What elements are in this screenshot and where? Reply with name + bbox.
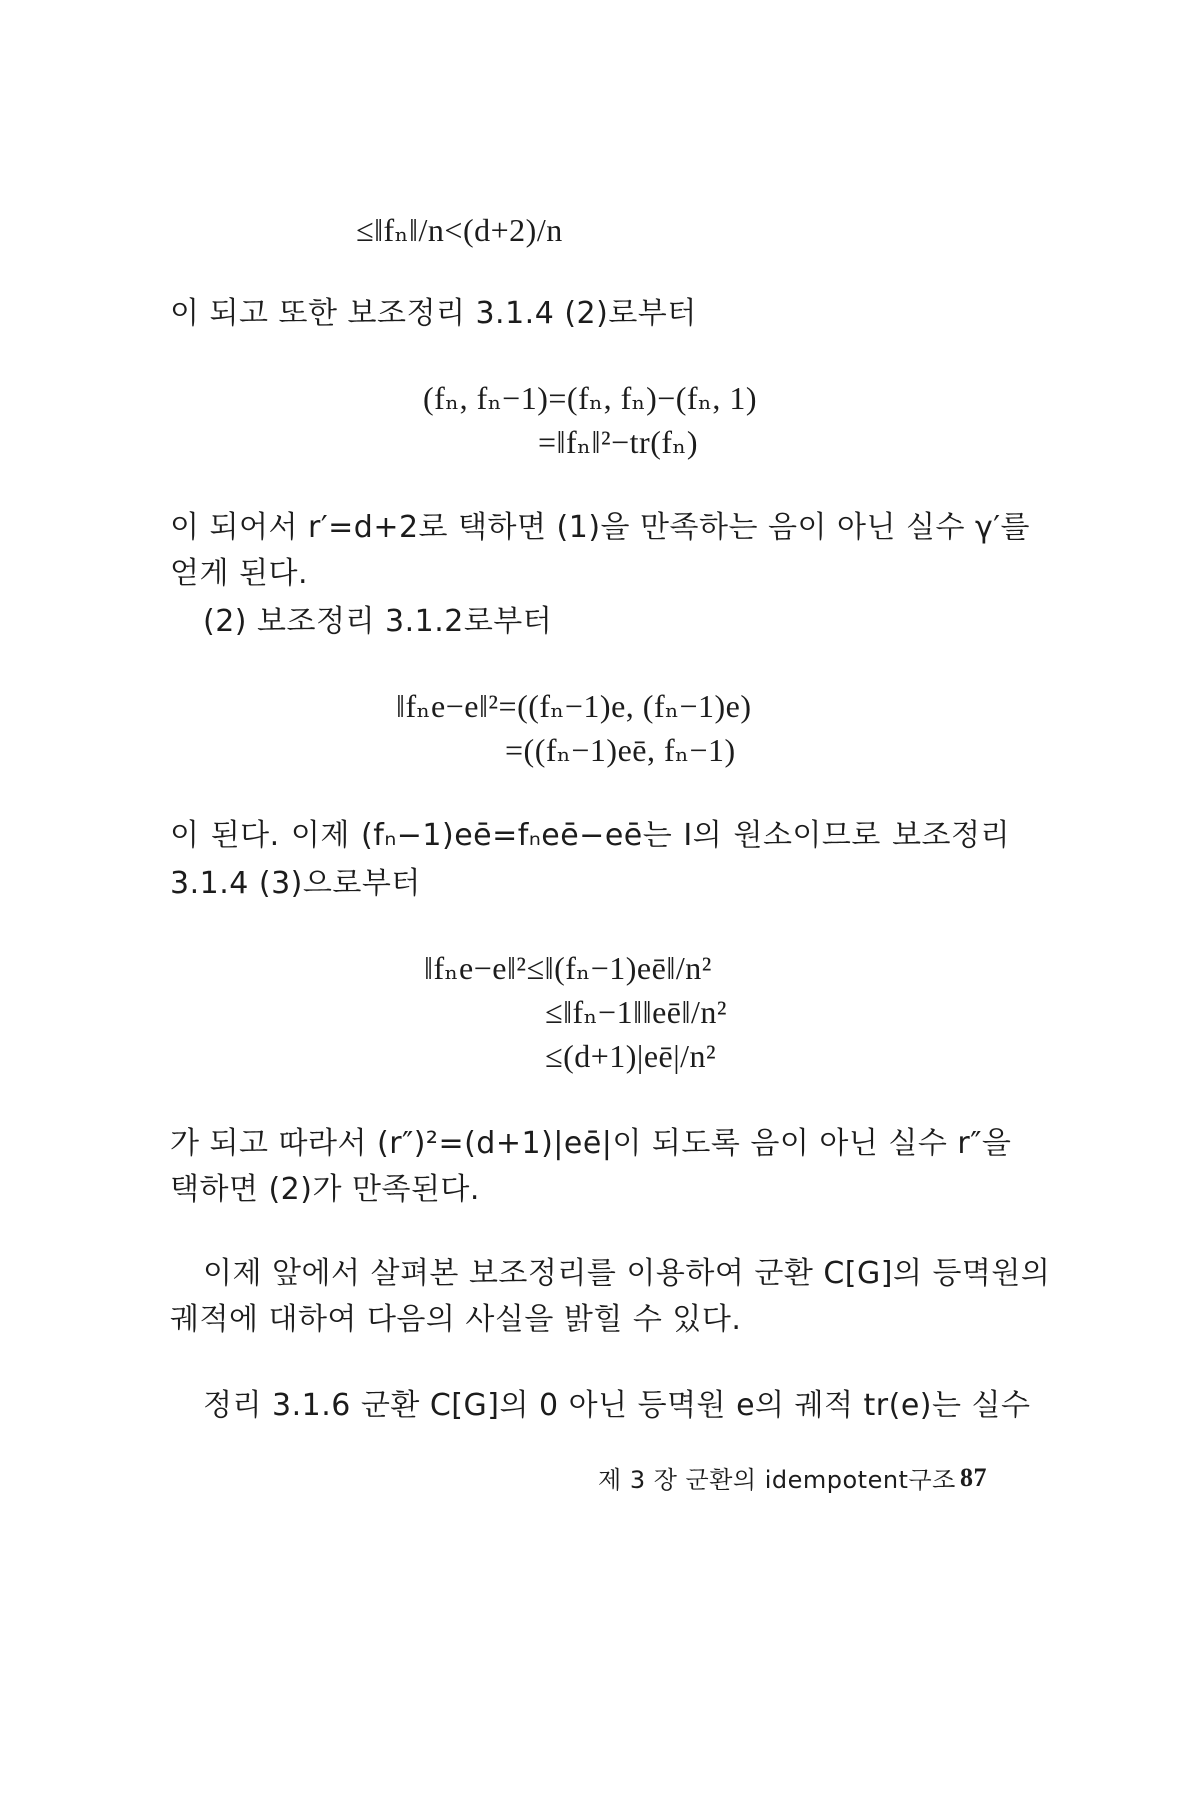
text-line: 이 되어서 r′=d+2로 택하면 (1)을 만족하는 음이 아닌 실수 γ′를 (170, 510, 1031, 545)
page-number: 87 (960, 1463, 987, 1492)
equation-line: =((fₙ−1)eē, fₙ−1) (505, 732, 736, 768)
text-line: 이제 앞에서 살펴본 보조정리를 이용하여 군환 C[G]의 등멱원의 (203, 1256, 1051, 1291)
text-line: 이 되고 또한 보조정리 3.1.4 (2)로부터 (170, 296, 697, 331)
equation-line: =‖fₙ‖²−tr(fₙ) (538, 424, 699, 460)
running-head: 제 3 장 군환의 idempotent구조 (598, 1466, 956, 1494)
text-line: 이 된다. 이제 (fₙ−1)eē=fₙeē−eē는 I의 원소이므로 보조정리 (170, 818, 1010, 853)
text-line: 얻게 된다. (170, 556, 308, 591)
text-line: 택하면 (2)가 만족된다. (170, 1172, 480, 1207)
equation-line: ‖fₙe−e‖²≤‖(fₙ−1)eē‖/n² (424, 950, 712, 986)
equation-line: ‖fₙe−e‖²=((fₙ−1)e, (fₙ−1)e) (396, 688, 752, 724)
text-line: (2) 보조정리 3.1.2로부터 (203, 604, 553, 639)
theorem-heading: 정리 3.1.6 군환 C[G]의 0 아닌 등멱원 e의 궤적 tr(e)는 실수 (203, 1388, 1031, 1423)
equation-line: ≤‖fₙ−1‖‖eē‖/n² (545, 994, 727, 1030)
text-line: 궤적에 대하여 다음의 사실을 밝힐 수 있다. (170, 1302, 742, 1337)
equation-line: ≤(d+1)|eē|/n² (545, 1038, 717, 1074)
equation-line: (fₙ, fₙ−1)=(fₙ, fₙ)−(fₙ, 1) (423, 380, 758, 416)
text-line: 가 되고 따라서 (r″)²=(d+1)|eē|이 되도록 음이 아닌 실수 r″을 (170, 1126, 1012, 1161)
text-line: 3.1.4 (3)으로부터 (170, 866, 421, 901)
equation-line: ≤‖fₙ‖/n<(d+2)/n (356, 212, 563, 248)
